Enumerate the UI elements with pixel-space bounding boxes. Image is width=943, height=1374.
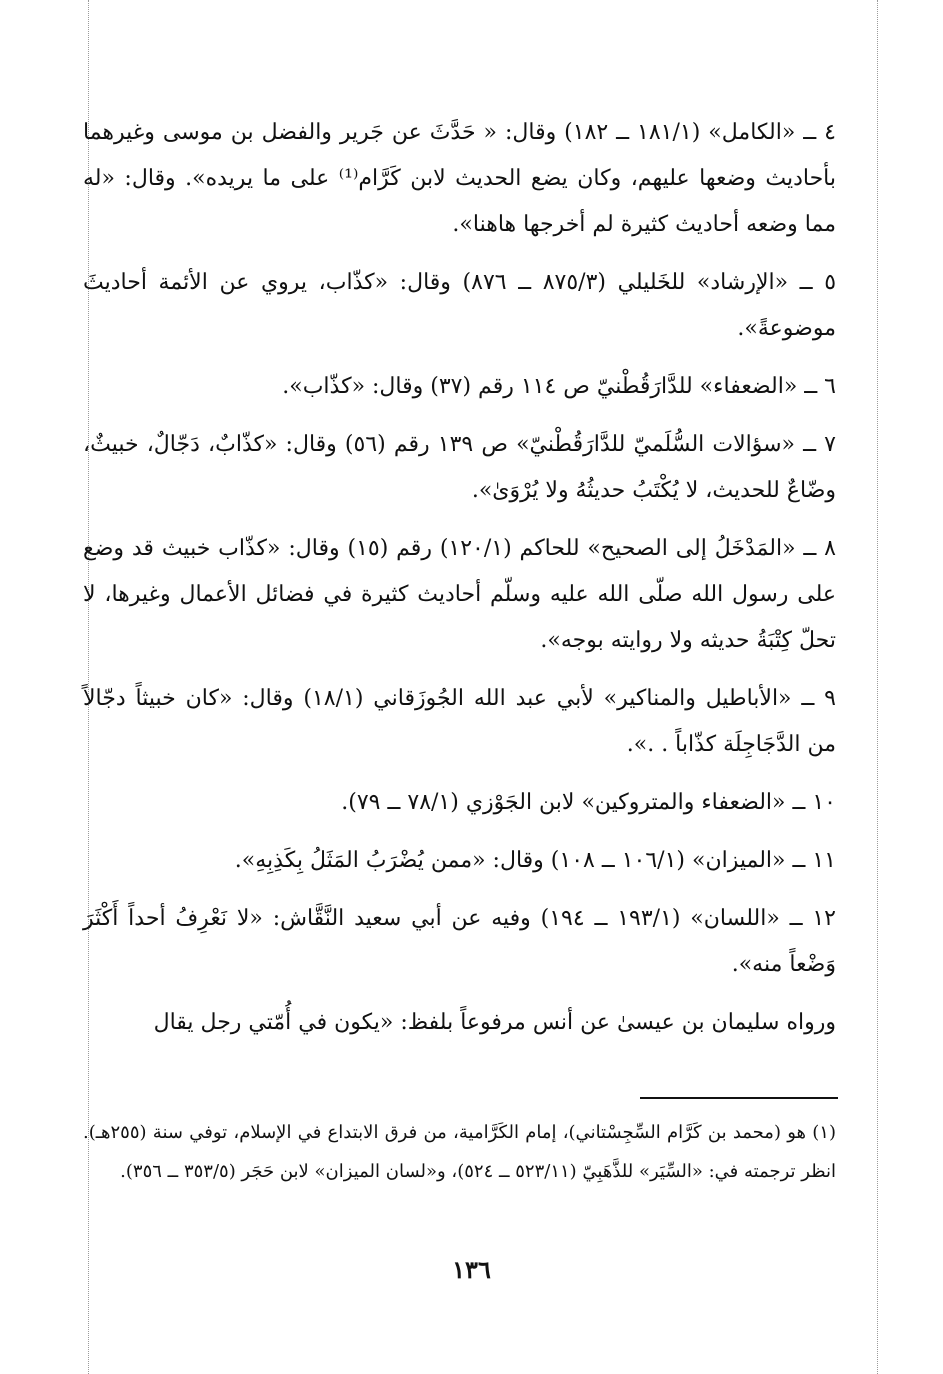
- entry-9-abatil: ٩ ــ «الأباطيل والمناكير» لأبي عبد الله الجُوزَقاني (١٨/١) وقال: «كان خبيثاً دجّالاً من الدَّجَاجِلَة كذّاباً . .».: [83, 686, 836, 757]
- closing-paragraph: ورواه سليمان بن عيسىٰ عن أنس مرفوعاً بلفظ: «يكون في أُمّتي رجل يقال: [153, 1010, 836, 1035]
- main-text: [83, 110, 836, 1058]
- page-number: ١٣٦: [452, 1255, 491, 1284]
- entry-12-lisan: ١٢ ــ «اللسان» (١٩٣/١ ــ ١٩٤) وفيه عن أبي سعيد النَّقَّاش: «لا نَعْرِفُ أحداً أَكْثَرَ وَضْعاً منه».: [83, 906, 836, 977]
- entry-4-kamil: ٤ ــ «الكامل» (١٨١/١ ــ ١٨٢) وقال: « حَدَّثَ عن جَرير والفضل بن موسى وغيرهما بأحاديث وضعها عليهم، وكان يضع الحديث لابن كَرَّام⁽¹⁾ على ما يريده». وقال: «له مما وضعه أحاديث كثيرة لم أخرجها هاهنا».: [83, 120, 837, 237]
- entry-6-duafa-daraqutni: ٦ ــ «الضعفاء» للدَّارَقُطْنيّ ص ١١٤ رقم (٣٧) وقال: «كذّاب».: [282, 374, 836, 399]
- entry-10-duafa-jawzi: ١٠ ــ «الضعفاء والمتروكين» لابن الجَوْزي (٧٨/١ ــ ٧٩).: [341, 790, 836, 815]
- entry-5-irshad: ٥ ــ «الإرشاد» للخَليلي (٨٧٥/٣ ــ ٨٧٦) وقال: «كذّاب، يروي عن الأئمة أحاديثَ موضوعةً».: [83, 270, 837, 341]
- scan-edge-right: [877, 0, 879, 1374]
- entry-8-madkhal: ٨ ــ «المَدْخَلُ إلى الصحيح» للحاكم (١٢٠/١) رقم (١٥) وقال: «كذّاب خبيث قد وضع على رسول الله صلّى الله عليه وسلّم أحاديث كثيرة في فضائل الأعمال وغيرها، لا تحلّ كِتْبَةُ حديثه ولا روايته بوجه».: [83, 536, 836, 653]
- footnote-1: (١) هو (محمد بن كَرَّام السِّجِسْتاني)، إمام الكَرَّامية، من فرق الابتداع في الإسلام، توفي سنة (٢٥٥هـ). انظر ترجمته في: «السِّيَر» للذَّهَبِيّ (٥٢٣/١١ ــ ٥٢٤)، و«لسان الميزان» لابن حَجَر (٣٥٣/٥ ــ ٣٥٦).: [83, 1122, 836, 1182]
- footnote-section: [83, 1113, 836, 1191]
- entry-7-suaalat-sulami: ٧ ــ «سؤالات السُّلَميّ للدَّارَقُطْنيّ» ص ١٣٩ رقم (٥٦) وقال: «كذّابٌ، دَجّالٌ، خبيثٌ، وضّاعٌ للحديث، لا يُكْتَبُ حديثُهُ ولا يُرْوَىٰ».: [83, 432, 836, 503]
- entry-11-mizan: ١١ ــ «الميزان» (١٠٦/١ ــ ١٠٨) وقال: «ممن يُضْرَبُ المَثَلُ بِكَذِبِهِ».: [234, 848, 836, 873]
- footnote-divider: [640, 1097, 838, 1099]
